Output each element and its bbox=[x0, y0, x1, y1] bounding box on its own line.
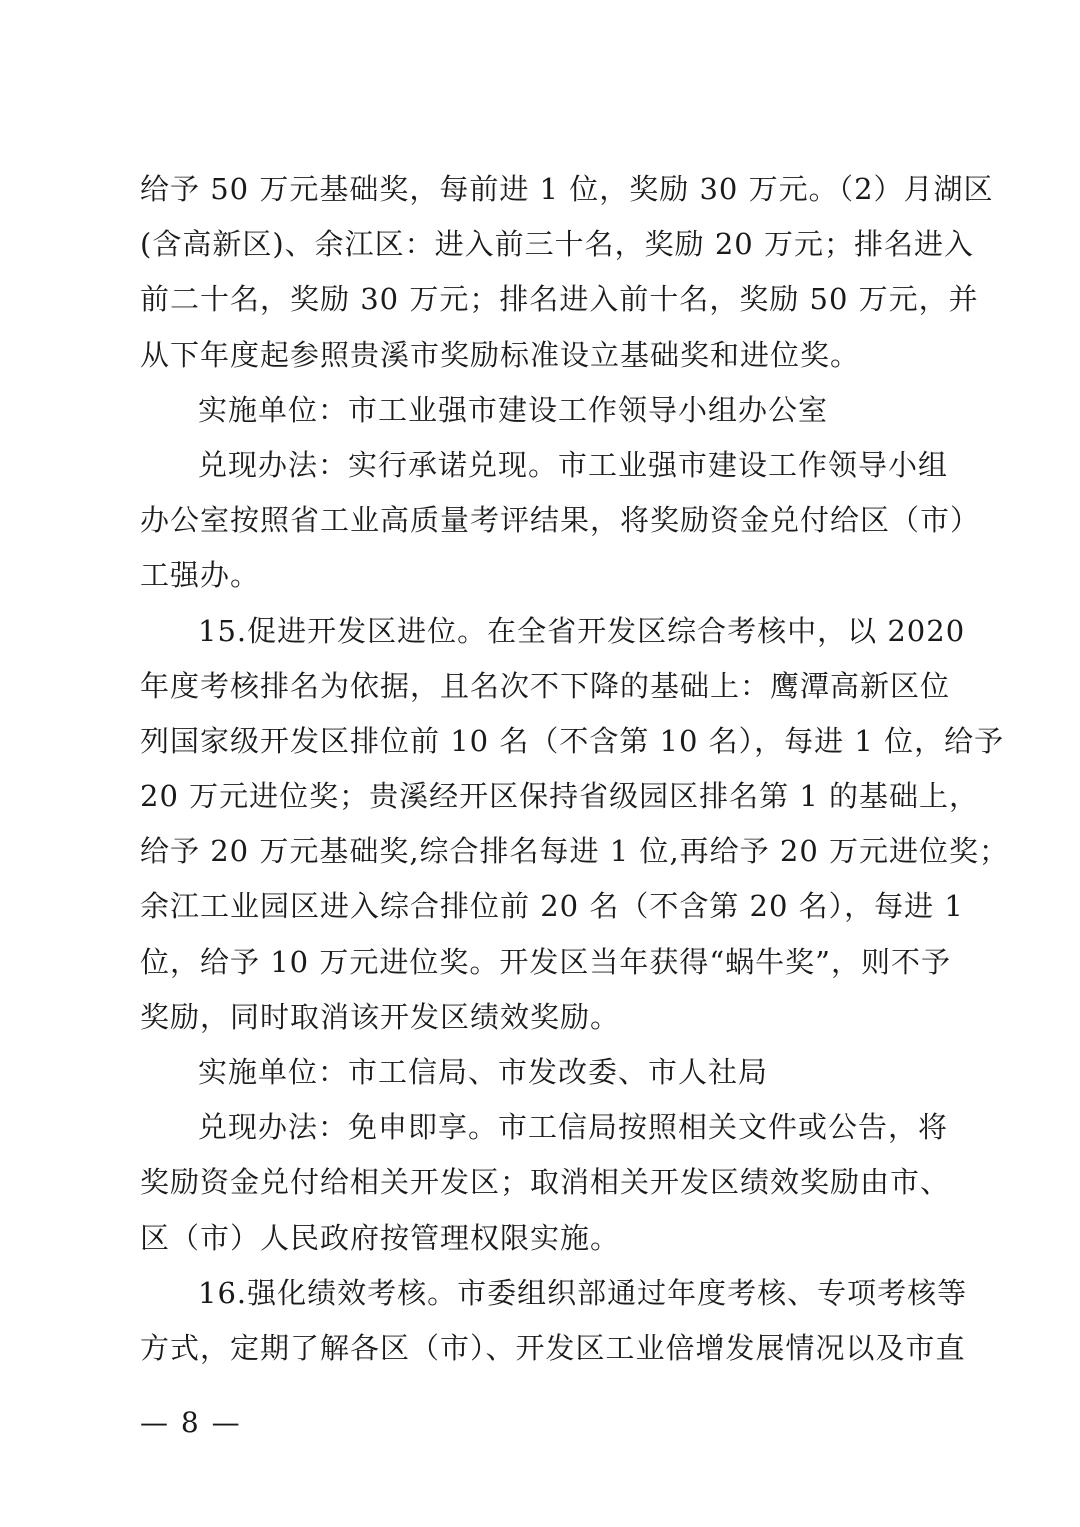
text-line: 实施单位：市工业强市建设工作领导小组办公室 bbox=[198, 392, 829, 427]
text-line: 15.促进开发区进位。在全省开发区综合考核中，以 2020 bbox=[198, 613, 966, 648]
text-line: 给予 50 万元基础奖，每前进 1 位，奖励 30 万元。（2）月湖区 bbox=[140, 172, 994, 206]
text-line: 16.强化绩效考核。市委组织部通过年度考核、专项考核等 bbox=[198, 1275, 968, 1310]
body-text bbox=[140, 162, 1010, 1376]
text-line: 兑现办法：免申即享。市工信局按照相关文件或公告，将 bbox=[198, 1110, 949, 1145]
text-line: 奖励资金兑付给相关开发区；取消相关开发区绩效奖励由市、 bbox=[140, 1165, 951, 1200]
text-line: 区（市）人民政府按管理权限实施。 bbox=[140, 1220, 621, 1255]
text-line: 从下年度起参照贵溪市奖励标准设立基础奖和进位奖。 bbox=[140, 337, 861, 372]
text-line: 前二十名，奖励 30 万元；排名进入前十名，奖励 50 万元，并 bbox=[140, 282, 979, 317]
text-line: 兑现办法：实行承诺兑现。市工业强市建设工作领导小组 bbox=[198, 447, 949, 482]
text-line: 给予 20 万元基础奖,综合排名每进 1 位,再给予 20 万元进位奖； bbox=[140, 834, 1010, 869]
text-line: 实施单位：市工信局、市发改委、市人社局 bbox=[198, 1055, 769, 1089]
text-line: 方式，定期了解各区（市）、开发区工业倍增发展情况以及市直 bbox=[140, 1330, 966, 1365]
text-line: 位，给予 10 万元进位奖。开发区当年获得“蜗牛奖”，则不予 bbox=[140, 944, 951, 979]
text-line: 奖励，同时取消该开发区绩效奖励。 bbox=[140, 999, 621, 1034]
text-line: 余江工业园区进入综合排位前 20 名（不含第 20 名），每进 1 bbox=[140, 889, 964, 924]
page-number: — 8 — bbox=[140, 1406, 242, 1439]
text-line: 工强办。 bbox=[140, 558, 261, 593]
text-line: 列国家级开发区排位前 10 名（不含第 10 名），每进 1 位，给予 bbox=[140, 723, 1005, 758]
text-line: (含高新区)、余江区：进入前三十名，奖励 20 万元；排名进入 bbox=[140, 227, 974, 262]
text-line: 办公室按照省工业高质量考评结果，将奖励资金兑付给区（市） bbox=[140, 503, 981, 538]
text-line: 20 万元进位奖；贵溪经开区保持省级园区排名第 1 的基础上， bbox=[140, 779, 980, 814]
text-line: 年度考核排名为依据，且名次不下降的基础上：鹰潭高新区位 bbox=[140, 668, 951, 703]
